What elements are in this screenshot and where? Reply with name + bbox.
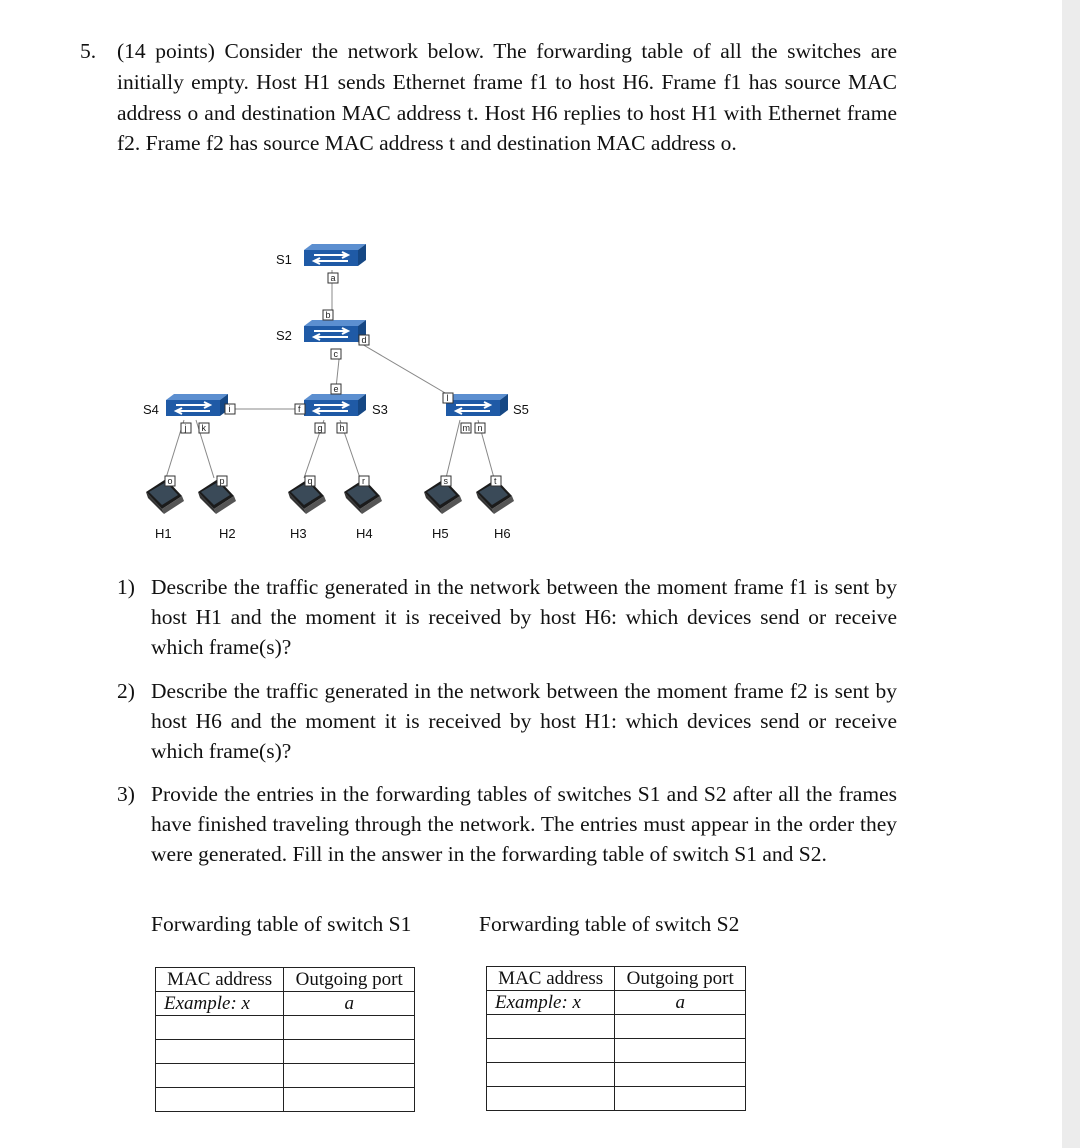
s1-example-port: a (284, 992, 415, 1016)
question-text: (14 points) Consider the network below. The forwarding table of all the switches are initially empty. Host H1 sends Ethernet frame f1 to host H6. Frame f1 has source MAC address o and destination MAC address t. Host H6 replies to host H1 with Ethernet frame f2. Frame f2 has source MAC address t and destination MAC address o. (117, 39, 897, 156)
subquestion-1 (117, 572, 897, 662)
s2-mac-cell[interactable] (487, 1039, 615, 1063)
subquestion-2-text: Describe the traffic generated in the network between the moment frame f2 is sent by host H6 and the moment it is received by host H1: which devices send or receive which frame(s)? (151, 679, 897, 763)
s2-example-mac: Example: x (487, 991, 615, 1015)
links (166, 270, 494, 478)
s1-mac-cell[interactable] (156, 1040, 284, 1064)
subquestion-2 (117, 676, 897, 766)
table-row (487, 1039, 746, 1063)
host-h2-label: H2 (219, 526, 236, 541)
s1-port-cell[interactable] (284, 1040, 415, 1064)
host-h4-label: H4 (356, 526, 373, 541)
port-c: c (333, 349, 338, 359)
port-t: t (494, 476, 497, 486)
s1-mac-cell[interactable] (156, 1064, 284, 1088)
subquestion-2-number: 2) (117, 679, 135, 703)
table-row (487, 1063, 746, 1087)
subquestion-3-text: Provide the entries in the forwarding tables of switches S1 and S2 after all the frames have finished traveling through the network. The entries must appear in the order they were generated. Fill in the answer in the forwarding table of switch S1 and S2. (151, 782, 897, 866)
host-h3-label: H3 (290, 526, 307, 541)
host-h1-label: H1 (155, 526, 172, 541)
port-o: o (167, 476, 173, 486)
port-r: r (362, 476, 365, 486)
s1-mac-cell[interactable] (156, 1088, 284, 1112)
switch-s1-icon (304, 244, 366, 266)
s2-example-port: a (615, 991, 746, 1015)
s1-port-cell[interactable] (284, 1088, 415, 1112)
port-j: j (184, 423, 187, 433)
s1-example-mac: Example: x (156, 992, 284, 1016)
table-row (156, 1088, 415, 1112)
port-h: h (339, 423, 345, 433)
switch-s5-label: S5 (513, 402, 529, 417)
table-row (487, 1087, 746, 1111)
switch-s3-label: S3 (372, 402, 388, 417)
port-g: g (317, 423, 323, 433)
table-row (156, 1040, 415, 1064)
s2-mac-cell[interactable] (487, 1087, 615, 1111)
s2-forwarding-table (486, 966, 746, 1111)
s1-forwarding-table (155, 967, 415, 1112)
subquestion-3-number: 3) (117, 782, 135, 806)
port-d: d (361, 335, 367, 345)
s1-port-cell[interactable] (284, 1016, 415, 1040)
s1-header-mac: MAC address (156, 968, 284, 992)
port-b: b (325, 310, 331, 320)
host-h5-label: H5 (432, 526, 449, 541)
port-m: m (462, 423, 470, 433)
s2-port-cell[interactable] (615, 1015, 746, 1039)
port-i: i (228, 404, 231, 414)
switch-s1-label: S1 (276, 252, 292, 267)
table-row (156, 1016, 415, 1040)
s1-table-caption: Forwarding table of switch S1 (151, 912, 412, 936)
s2-mac-cell[interactable] (487, 1015, 615, 1039)
port-q: q (307, 476, 313, 486)
s2-port-cell[interactable] (615, 1063, 746, 1087)
port-a: a (330, 273, 336, 283)
switch-s3-icon (304, 394, 366, 416)
port-l: l (446, 393, 449, 403)
s2-table-caption: Forwarding table of switch S2 (479, 912, 740, 936)
table-row (487, 1015, 746, 1039)
port-f: f (298, 404, 301, 414)
switch-s2-icon (304, 320, 366, 342)
switch-s2-label: S2 (276, 328, 292, 343)
subquestion-1-text: Describe the traffic generated in the network between the moment frame f1 is sent by host H1 and the moment it is received by host H6: which devices send or receive which frame(s)? (151, 575, 897, 659)
s2-header-mac: MAC address (487, 967, 615, 991)
switch-s5-icon (446, 394, 508, 416)
switch-s4-label: S4 (143, 402, 159, 417)
subquestion-3 (117, 779, 897, 869)
port-k: k (201, 423, 206, 433)
switch-s4-icon (166, 394, 228, 416)
port-n: n (477, 423, 483, 433)
s1-header-port: Outgoing port (284, 968, 415, 992)
port-p: p (219, 476, 225, 486)
port-s: s (443, 476, 448, 486)
s1-port-cell[interactable] (284, 1064, 415, 1088)
host-h6-label: H6 (494, 526, 511, 541)
port-e: e (333, 384, 339, 394)
question-number: 5. (80, 39, 97, 63)
s2-mac-cell[interactable] (487, 1063, 615, 1087)
s2-port-cell[interactable] (615, 1039, 746, 1063)
s2-port-cell[interactable] (615, 1087, 746, 1111)
subquestion-1-number: 1) (117, 575, 135, 599)
table-row (156, 1064, 415, 1088)
s2-header-port: Outgoing port (615, 967, 746, 991)
s1-mac-cell[interactable] (156, 1016, 284, 1040)
network-diagram (0, 0, 1080, 560)
